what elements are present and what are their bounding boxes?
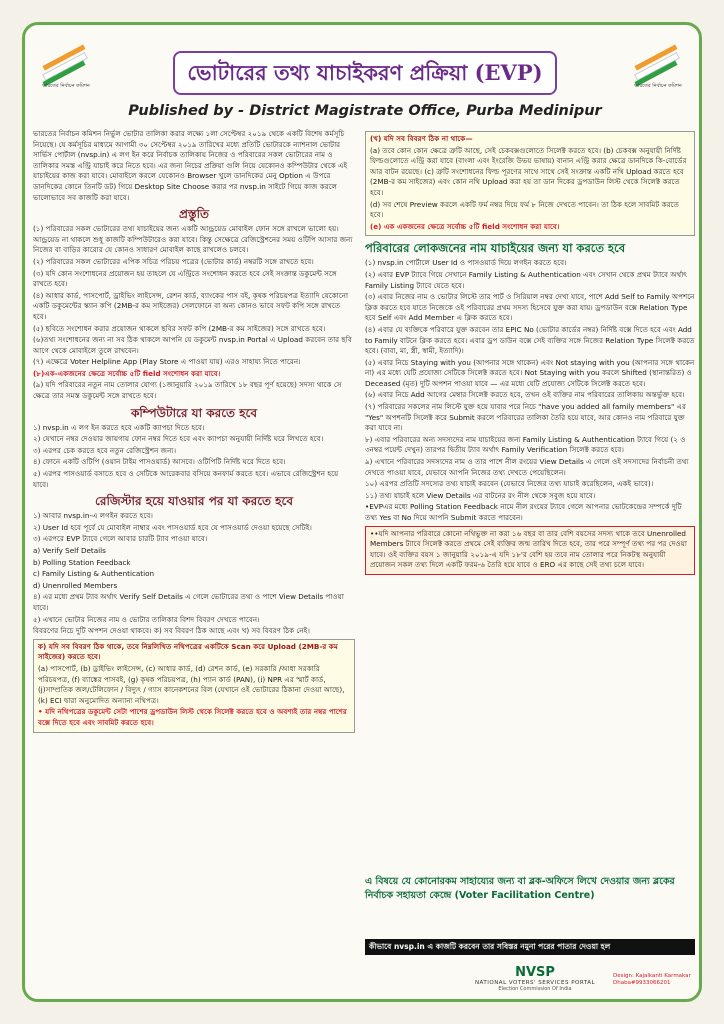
nvsp-subtitle-2: Election Commission Of India bbox=[498, 986, 572, 992]
page-title: ভোটারের তথ্য যাচাইকরণ প্রক্রিয়া (EVP) bbox=[173, 51, 557, 95]
section-heading-after-register: রেজিস্টার হয়ে যাওয়ার পর যা করতে হবে bbox=[94, 494, 293, 509]
list-item: (৭) এক্ষেত্রে Voter Helpline App (Play Store এ পাওয়া যায়) এরও সাহায্য নিতে পারেন। bbox=[33, 357, 301, 367]
list-item: (a) তবে কোন কোন ক্ষেত্রে ত্রুটি আছে, সেই চেকবক্সগুলোতে সিলেক্ট করতে হবে। (b) চেকবক্স অনুযায়ী নির্দিষ্ট ফিল্ডগুলোতে এন্ট্রি করা যাবে (বাংলা এবং ইংরেজি উভয় ভাষায়) বানান এন্ট্রি করার ক্ষেত্রে ডানদিকে কি-বোর্ডের আর বাটন রয়েছে। (c) ত্রুটি সংশোধনের ফিল্ড পূরণের সাথে সাথে সেই সংক্রান্ত একটি নথি Upload করতে হবে (2MB-র কম সাইজের) এবং কোন নথি Upload করা হয় তা ডান দিকের ড্রপডাউন লিস্ট থেকে সিলেক্ট করতে হবে। bbox=[370, 145, 687, 197]
list-item: ১) আবার nvsp.in-এ লগইন করতে হবে। bbox=[33, 511, 153, 521]
list-item: (d) সব শেষে Preview করলে একটি ফর্ম নম্বর দিয়ে ফর্ম ৮ নিজে দেখতে পাবেন। তা ঠিক হলে সাবমিট করতে হবে। bbox=[370, 199, 679, 220]
list-item: ৫) এরপর পাসওয়ার্ড বসাতে হবে ও সেটিকে আরেকবার বসিয়ে কনফার্ম করতে হবে। এভাবে রেজিস্ট্রেশন হয়ে যাবে। bbox=[33, 469, 339, 489]
list-item: c) Family Listing & Authentication bbox=[33, 569, 155, 579]
list-item: a) Verify Self Details bbox=[33, 546, 106, 555]
next-page-banner: কীভাবে nvsp.in এ কাজটি করবেন তার সবিস্তর নমুনা পরের পাতার দেওয়া হল bbox=[365, 939, 695, 955]
intro-paragraph: ভারতের নির্বাচন কমিশন নির্ভুল ভোটার তালিকা করার লক্ষ্যে ১লা সেপ্টেম্বর ২০১৯ থেকে একটি বিশেষ কর্মসূচি নিয়েছে। যে কর্মসূচির মাধ্যমে আগামী ৩০ সেপ্টেম্বর ২০১৯ তারিখের মধ্যে প্রতিটি ভোটারকে ন্যাশনাল ভোটার সার্ভিস পোর্টাল (nvsp.in) এ লগ ইন করে নির্বাচক তালিকায় নিজের ও পরিবারের সকল ভোটারের নাম ও তালিকার সমস্ত এন্ট্রি যাচাই করে নিতে হবে। এর জন্য নিচের প্রক্রিয়া গুলি নিয়ে যেকোনও কম্পিউটার থেকে এই যাচাইয়ের কাজ করা যাবে। মোবাইলে করলে যেকোনও Browser খুলে ডানদিকের মেনু Option এ উপরে ডানদিকের কোনে তিনটি ডট) গিয়ে Desktop Site Choose করার পর nvsp.in সাইটে গিয়ে কাজ করলে ভালোভাবে সব কাজটি করা যাবে। bbox=[33, 129, 348, 202]
list-item: বিবরণের নিচে দুটি অপশন দেওয়া থাকবে। ক) সব বিবরণ ঠিক আছে এবং খ) সব বিবরণ ঠিক নেই। bbox=[33, 626, 310, 636]
list-item: (৫) ছবিতে সংশোধন করার প্রয়োজন থাকলে ছবির সফট কপি (2MB-র কম সাইজের) সঙ্গে রাখতে হবে। bbox=[33, 323, 326, 333]
list-item: •EVPএর মধ্যে Polling Station Feedback নামে নীল রংয়ের ট্যাবে গেলে আপনার ভোটকেন্দ্রের সম্পর্কে দুটি তথ্য Yes বা No দিয়ে আপনি Submit করতে পারবেন। bbox=[365, 502, 682, 522]
wrong-details-box bbox=[365, 131, 695, 236]
field-limit-note: (e) এক একজনের ক্ষেত্রে সর্বোচ্চ ৫টি field সংশোধন করা যাবে। bbox=[370, 221, 560, 231]
list-item: ৪) এর মধ্যে প্রথম ট্যাব অর্থাৎ Verify Self Details এ গেলে ভোটারের তথ্য ও পাশে View Details পাওয়া যাবে। bbox=[33, 592, 344, 612]
list-item: ৩) এরপর চেক করতে হবে নতুন রেজিস্ট্রেশন জন্য। bbox=[33, 445, 177, 455]
list-item: (২) পরিবারের সকল ভোটারের এপিক সচিত্র পরিচয় পত্রের (ভোটার কার্ড) নম্বরটি সঙ্গে রাখতে হবে। bbox=[33, 256, 314, 266]
list-item: (৪) আধার কার্ড, পাসপোর্ট, ড্রাইভিং লাইসেন্স, রেশন কার্ড, ব্যাংকের পাস বই, কৃষক পরিচয়পত্র ইত্যাদি যেকোনো একটি ডকুমেন্টের স্ক্যান কপি (2MB-র কম সাইজের) সেলফোনে বা অন্য কোনও ভাবে সফট কপি সঙ্গে রাখতে হবে। bbox=[33, 290, 349, 321]
logo-caption: ভারতের নির্বাচন কমিশন bbox=[42, 83, 90, 89]
list-item: ২) যেখানে নম্বর দেওয়ার জায়গায় ফোন নম্বর দিতে হবে এবং ক্যাপচা অনুযায়ী নির্দিষ্ট ঘরে লিখতে হবে। bbox=[33, 434, 324, 444]
design-credit: Design: Kajalkanti Karmakar Dhaba#9933066201 bbox=[613, 973, 691, 986]
list-item: d) Unenrolled Members bbox=[33, 580, 118, 590]
list-item: ৯) এখানে পরিবারের সদস্যদের নাম ও তার পাশে নীল রংয়ের View Details এ গেলে ওই সদস্যদের নির্বাচনী তথ্য দেখতে পাওয়া যাবে, যেভাবে আপনি নিজের তথ্য দেখতে পেয়েছিলেন। bbox=[365, 457, 689, 477]
right-column bbox=[365, 129, 695, 577]
page-subtitle: Published by - District Magistrate Office, Purba Medinipur bbox=[128, 103, 602, 119]
list-item: ৮) এবার পরিবারের অন্য সদস্যদের নাম যাচাইয়ের জন্য Family Listing & Authentication ট্যাবে গিয়ে (২ ও ৩নম্বর পয়েন্ট দেখুন) তারপর দ্বিতীয় ট্যাব অর্থাৎ Family Verification সিলেক্ট করতে হবে। bbox=[365, 434, 686, 455]
list-item: ২) User Id হবে পূর্বে যে মোবাইল নাম্বার এবং পাসওয়ার্ড হবে যে পাসওয়ার্ড দেওয়া হয়েছে সেটিই। bbox=[33, 522, 313, 532]
help-note: এ বিষয়ে যে কোনোরকম সাহায্যের জন্য বা ব্লক-অফিসে লিখে দেওয়ার জন্য ব্লকের নির্বাচক সহায়তা কেন্দ্রে (Voter Facilitation Centre) bbox=[365, 876, 675, 901]
list-item: (৩) যদি কোন সংশোধনের প্রয়োজন হয় তাহলে যে এন্ট্রিতে সংশোধন করতে হবে সেই সংক্রান্ত ডকুমেন্ট সঙ্গে রাখতে হবে। bbox=[33, 268, 337, 289]
nvsp-title: NVSP bbox=[515, 965, 555, 980]
left-column bbox=[33, 129, 355, 735]
documents-heading: ক) যদি সব বিবরণ ঠিক থাকে, তবে নিম্নলিখিত নথিপত্রের একটিকে Scan করে Upload (2MB-র কম সাইজের) করতে হবে। bbox=[38, 641, 338, 662]
poster bbox=[22, 22, 702, 1002]
documents-note: • যদি নথিপত্রের ডকুমেন্ট সেটা পাশের ড্রপডাউন লিস্ট থেকে সিলেক্ট করতে হবে ও অবশ্যই তার নম্বর পাশের বক্সে দিতে হবে এবং সাবমিট করতে হবে। bbox=[38, 707, 347, 727]
list-item: (৯) যদি পরিবারের নতুন নাম তোলার যোগ্য (১জানুয়ারি ২০১৯ তারিখে ১৮ বছর পূর্ণ হয়েছে) সদস্য থাকে সে ক্ষেত্রে তার সমস্ত ডকুমেন্ট সঙ্গে রাখতে হবে। bbox=[33, 380, 342, 401]
section-heading-prep: প্রস্তুতি bbox=[178, 207, 210, 222]
unenrolled-note-box bbox=[365, 526, 695, 575]
wrong-details-heading: (খ) যদি সব বিবরণ ঠিক না থাকে— bbox=[370, 134, 473, 143]
list-item: b) Polling Station Feedback bbox=[33, 557, 131, 567]
nvsp-logo bbox=[465, 965, 605, 999]
list-item: (২) এবার EVP ট্যাবে গিয়ে সেখানে Family Listing & Authentication এবং সেখান থেকে প্রথম ট্যাবে অর্থাৎ Family Listing ট্যাবে যেতে হবে। bbox=[365, 269, 688, 290]
list-item: ৫) এখানে ভোটার নিজের নাম ও ভোটার তালিকার বিশদ বিবরণ দেখতে পাবেন। bbox=[33, 614, 260, 624]
list-item: (৭) পরিবারের সকলের নাম লিস্টে যুক্ত হয়ে যাবার পরে নিচে "have you added all family members" এর "Yes" অপশনটি সিলেক্ট করে Submit করলে পরিবারের তালিকা তৈরি হয়ে যাবে, আর কোনও নাম পরিবারে যুক্ত করা যাবে না। bbox=[365, 402, 686, 433]
documents-box bbox=[33, 639, 355, 733]
section-heading-computer: কম্পিউটারে যা করতে হবে bbox=[130, 405, 258, 420]
eci-logo-left bbox=[37, 41, 95, 93]
list-item: ৪) ফোনে একটি ওটিপি (ওয়ান টাইম পাসওয়ার্ড) আসবে। ওটিপিটি নির্দিষ্ট ঘরে দিতে হবে। bbox=[33, 457, 286, 467]
list-item: (১) nvsp.in পোর্টালে User Id ও পাসওয়ার্ড দিয়ে লগইন করতে হবে। bbox=[365, 258, 567, 268]
list-item: (৬)তথ্য সংশোধনের জন্য না সব ঠিক থাকলে আপনি যে ডকুমেন্ট nvsp.in Portal এ Upload করবেন তার ছবি আগে থেকে মোবাইলে তুলে রাখবেন। bbox=[33, 335, 352, 355]
list-item: ১০) এরপর প্রতিটি সদস্যের তথ্য যাচাই করবেন (যেভাবে নিজের তথ্য যাচাই করেছিলেন, একই ভাবে)। bbox=[365, 479, 654, 489]
list-item: (৫) এবার নিচে Staying with you (আপনার সঙ্গে থাকেন) এবং Not staying with you (আপনার সঙ্গে থাকেন না) এর মধ্যে যেটি প্রযোজ্য সেটিকে সিলেক্ট করতে হবে। Not Staying with you করলে Shifted (স্থানান্তরিত) ও Deceased (মৃত) দুটি অপশন পাওয়া যাবে — এর মধ্যে যেটি প্রযোজ্য সেটিকে সিলেক্ট করতে হবে। bbox=[365, 357, 695, 388]
nvsp-subtitle: NATIONAL VOTERS' SERVICES PORTAL bbox=[474, 980, 596, 986]
eci-logo-right bbox=[629, 41, 687, 93]
list-item: (৩) এবার নিজের নাম ও ভোটার লিস্টে তার পার্ট ও সিরিয়াল নম্বর দেখা যাবে, পাশে Add Self to Family অপশনে ক্লিক করতে হবে যাতে নিজেকে ওই পরিবারের প্রথম সদস্য হিসেবে যুক্ত করা যায়। ড্রপডাউন বক্সে Relation Type হবে Self এবং Add Member এ ক্লিক করতে হবে। bbox=[365, 292, 695, 323]
field-limit-note: (৮)এক-একজনের ক্ষেত্রে সর্বোচ্চ ৫টি field সংশোধন করা যাবে। bbox=[33, 368, 221, 378]
documents-list: (a) পাসপোর্ট, (b) ড্রাইভিং লাইসেন্স, (c) আধার কার্ড, (d) রেশন কার্ড, (e) সরকারি /আধা সরকারি পরিচয়পত্র, (f) ব্যাঙ্কের পাসবই, (g) কৃষক পরিচয়পত্র, (h) প্যান কার্ড (PAN), (i) NPR এর স্মার্ট কার্ড, (j)সাম্প্রতিক জল/টেলিফোন / বিদ্যুৎ / গ্যাস কানেকশনের বিল (যেখানে ওই ভোটারের ঠিকানা দেওয়া আছে), (k) ECI দ্বারা অনুমোদিত অন্যান্য নথিপত্র। bbox=[38, 663, 345, 705]
logo-caption: ভারতের নির্বাচন কমিশন bbox=[634, 83, 682, 89]
unenrolled-note: ••যদি আপনার পরিবারে কোনো নথিভুক্ত না করা ১৬ বছর বা তার বেশি বয়সের সদস্য থাকে তবে Unenrolled Members ট্যাবে সিলেক্ট করতে প্রথমে সেই ব্যক্তির জন্ম তারিখ দিতে হবে, তার পরে সম্পূর্ণ তথ্য পর পর দেওয়া যাবে। ওই ব্যক্তির বয়স ১ জানুয়ারি ২০১৯-এ যদি ১৮'র বেশি হয় তবে নাম তোলার পরে নিকটস্থ অনুযায়ী প্রয়োজন সকল তথ্য দিলে একটি ফরম-৬ তৈরি হয়ে যাবে ও ERO এর কাছে সেই তথ্য চলে যাবে। bbox=[370, 528, 687, 570]
list-item: ৩) এরপরে EVP ট্যাবে গেলে আবার চারটি ট্যাব পাওয়া যাবে। bbox=[33, 534, 208, 544]
list-item: ১) nvsp.in এ লগ ইন করতে হবে একটি ক্যাপচা দিতে হবে। bbox=[33, 422, 205, 432]
list-item: (৪) এবার যে ব্যক্তিকে পরিবারে যুক্ত করবেন তার EPIC No (ভোটার কার্ডের নম্বর) নির্দিষ্ট বক্সে দিতে হবে এবং Add to Family বাটনে ক্লিক করতে হবে। এবার ড্রপ ডাউন বক্সে সেই ব্যক্তির সঙ্গে নিজের Relation Type সিলেক্ট করতে হবে। (বাবা, মা, স্ত্রী, স্বামী, ইত্যাদি)। bbox=[365, 324, 695, 356]
list-item: (১) পরিবারের সকল ভোটারের তথ্য যাচাইয়ের জন্য একটি আন্ড্রয়েড মোবাইল ফোন সঙ্গে রাখলে ভালো হয়। আন্ড্রয়েড না থাকলে শুধু কাজটি কম্পিউটারেও করা যাবে। কিন্তু সেক্ষেত্রে রেজিস্ট্রেশনের সময় ওটিপি আসার জন্য নিজের বা বাড়ির কারোর যে কোনও সাধারণ মোবাইল কাছে রাখলেও চলবে। bbox=[33, 224, 353, 255]
list-item: (৬) এবার নিচে Add আগের মেম্বার সিলেক্ট করতে হবে, তখন ওই ব্যক্তির নাম পরিবারের তালিকায় অন্তর্ভুক্ত হবে। bbox=[365, 390, 685, 400]
list-item: ১১) তথ্য যাচাই হলে View Details এর বাটনের রং নীল থেকে সবুজ হয়ে যাবে। bbox=[365, 490, 596, 500]
section-heading-family: পরিবারের লোকজনের নাম যাচাইয়ের জন্য যা করতে হবে bbox=[365, 241, 626, 256]
